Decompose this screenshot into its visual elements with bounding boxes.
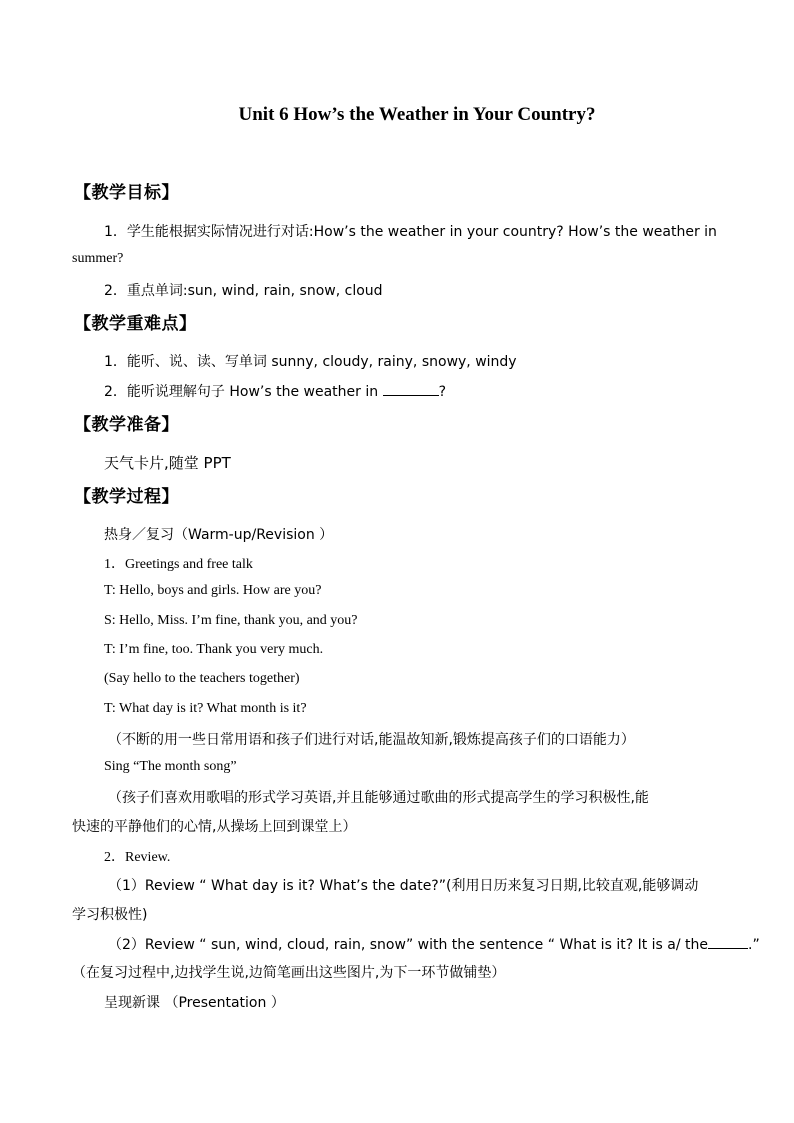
- section-heading-preparation: 【教学准备】: [74, 415, 179, 435]
- objective-item-1-continued: summer?: [72, 251, 124, 266]
- fill-in-blank: [383, 383, 439, 396]
- step-1-greetings: 1．Greetings and free talk: [104, 557, 253, 572]
- key-point-item-1: 1．能听、说、读、写单词 sunny, cloudy, rainy, snowy, windy: [104, 354, 517, 370]
- section-heading-key-points: 【教学重难点】: [74, 314, 197, 334]
- review-2-line: [108, 934, 760, 954]
- review-1-line-1: （1）Review “ What day is it? What’s the date?”(利用日历来复习日期,比较直观,能够调动: [108, 878, 699, 894]
- teaching-note-3: （在复习过程中,边找学生说,边简笔画出这些图片,为下一环节做铺垫）: [72, 965, 506, 981]
- key-point-item-2-text: 2．能听说理解句子 How’s the weather in: [104, 384, 383, 400]
- review-1-line-2: 学习积极性): [72, 907, 148, 923]
- dialogue-line-t2: T: I’m fine, too. Thank you very much.: [104, 642, 324, 657]
- presentation-heading: 呈现新课 （Presentation ）: [104, 995, 285, 1011]
- document-title: Unit 6 How’s the Weather in Your Country?: [238, 104, 596, 125]
- section-heading-objectives: 【教学目标】: [74, 183, 179, 203]
- fill-in-blank: [708, 936, 748, 949]
- say-hello-note: (Say hello to the teachers together): [104, 671, 300, 686]
- preparation-text: 天气卡片,随堂 PPT: [104, 454, 231, 472]
- teaching-note-2-line-2: 快速的平静他们的心情,从操场上回到课堂上）: [72, 819, 357, 835]
- step-2-review: 2．Review.: [104, 850, 171, 865]
- key-point-item-2: [104, 381, 446, 401]
- objective-item-1: 1．学生能根据实际情况进行对话:How’s the weather in your country? How’s the weather in: [104, 224, 717, 240]
- dialogue-line-t1: T: Hello, boys and girls. How are you?: [104, 583, 322, 598]
- key-point-item-2-end: ?: [438, 384, 446, 400]
- warmup-heading: 热身／复习（Warm-up/Revision ）: [104, 527, 334, 543]
- sing-month-song: Sing “The month song”: [104, 759, 237, 774]
- teaching-note-2-line-1: （孩子们喜欢用歌唱的形式学习英语,并且能够通过歌曲的形式提高学生的学习积极性,能: [108, 790, 649, 806]
- dialogue-line-t3: T: What day is it? What month is it?: [104, 701, 307, 716]
- review-2-end: .”: [748, 937, 760, 953]
- review-2-text: （2）Review “ sun, wind, cloud, rain, snow” with the sentence “ What is it? It is a/ the: [108, 937, 708, 953]
- objective-item-2: 2．重点单词:sun, wind, rain, snow, cloud: [104, 283, 383, 299]
- teaching-note-1: （不断的用一些日常用语和孩子们进行对话,能温故知新,锻炼提高孩子们的口语能力）: [108, 732, 635, 748]
- section-heading-process: 【教学过程】: [74, 487, 179, 507]
- dialogue-line-s1: S: Hello, Miss. I’m fine, thank you, and you?: [104, 613, 358, 628]
